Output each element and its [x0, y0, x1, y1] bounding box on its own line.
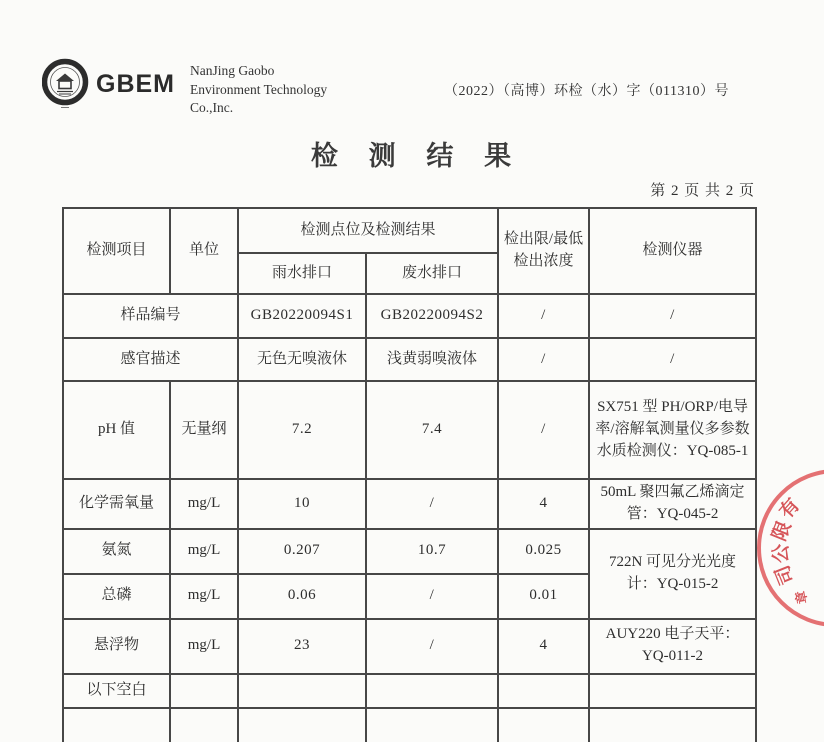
seal-char-zhang: 章 — [792, 589, 811, 606]
cell-ammonia-label: 氨氮 — [63, 529, 170, 574]
cell-suspended-label: 悬浮物 — [63, 619, 170, 674]
cell-phosphorus-limit: 0.01 — [498, 574, 589, 619]
cell-ph-label: pH 值 — [63, 381, 170, 479]
cell-ph-rain: 7.2 — [238, 381, 366, 479]
cell-sensory-limit: / — [498, 338, 589, 381]
col-header-points-results: 检测点位及检测结果 — [238, 208, 498, 253]
seal-char-you: 有 — [775, 494, 805, 523]
cell-cod-limit: 4 — [498, 479, 589, 529]
cell-ammonia-phosphorus-instrument: 722N 可见分光光度计：YQ-015-2 — [589, 529, 756, 619]
cell-sensory-rain: 无色无嗅液休 — [238, 338, 366, 381]
cell-sample-instrument: / — [589, 294, 756, 338]
table-row-empty — [63, 708, 756, 742]
cell-suspended-waste: / — [366, 619, 498, 674]
page-indicator: 第 2 页 共 2 页 — [650, 183, 755, 199]
cell-cod-label: 化学需氧量 — [63, 479, 170, 529]
cell-suspended-unit: mg/L — [170, 619, 238, 674]
table-row-sample-no — [63, 294, 756, 338]
company-name-line2: Environment Technology — [190, 81, 328, 97]
col-header-instrument: 检测仪器 — [589, 208, 756, 294]
cell-suspended-rain: 23 — [238, 619, 366, 674]
cell-ph-limit: / — [498, 381, 589, 479]
col-header-detection-limit: 检出限/最低检出浓度 — [498, 208, 589, 294]
cell-ammonia-limit: 0.025 — [498, 529, 589, 574]
cell-suspended-limit: 4 — [498, 619, 589, 674]
cell-ph-unit: 无量纲 — [170, 381, 238, 479]
cell-blank-limit — [498, 674, 589, 708]
cell-ammonia-waste: 10.7 — [366, 529, 498, 574]
cell-blank-label: 以下空白 — [63, 674, 170, 708]
cell-blank-rain — [238, 674, 366, 708]
cell-sample-limit: / — [498, 294, 589, 338]
cell-sample-waste: GB20220094S2 — [366, 294, 498, 338]
col-header-item: 检测项目 — [63, 208, 170, 294]
gbem-wordmark: GBEM — [96, 70, 175, 98]
col-header-unit: 单位 — [170, 208, 238, 294]
seal-char-si: 司 — [772, 562, 799, 588]
seal-char-xian: 限 — [769, 518, 796, 544]
cell-blank-waste — [366, 674, 498, 708]
cell-sensory-label: 感官描述 — [63, 338, 238, 381]
cell-sensory-waste: 浅黄弱嗅液体 — [366, 338, 498, 381]
report-number: （2022）（高博）环检（水）字（011310）号 — [444, 84, 729, 99]
cell-cod-rain: 10 — [238, 479, 366, 529]
table-row-ph — [63, 381, 756, 479]
cell-cod-waste: / — [366, 479, 498, 529]
col-header-waste-outlet: 废水排口 — [366, 253, 498, 294]
cell-phosphorus-waste: / — [366, 574, 498, 619]
cell-phosphorus-rain: 0.06 — [238, 574, 366, 619]
cell-ammonia-rain: 0.207 — [238, 529, 366, 574]
cell-phosphorus-unit: mg/L — [170, 574, 238, 619]
cell-ph-waste: 7.4 — [366, 381, 498, 479]
cell-sensory-instrument: / — [589, 338, 756, 381]
cell-ph-instrument: SX751 型 PH/ORP/电导率/溶解氧测量仪多参数水质检测仪：YQ-085-1 — [589, 381, 756, 479]
cell-ammonia-unit: mg/L — [170, 529, 238, 574]
table-header-row-1 — [63, 208, 756, 253]
col-header-rain-outlet: 雨水排口 — [238, 253, 366, 294]
cell-suspended-instrument: AUY220 电子天平：YQ-011-2 — [589, 619, 756, 674]
company-name-line1: NanJing Gaobo — [190, 63, 275, 78]
cell-cod-instrument: 50mL 聚四氟乙烯滴定管：YQ-045-2 — [589, 479, 756, 529]
cell-phosphorus-label: 总磷 — [63, 574, 170, 619]
table-row-sensory — [63, 338, 756, 381]
cell-cod-unit: mg/L — [170, 479, 238, 529]
table-row-suspended-solids — [63, 619, 756, 674]
seal-char-gong: 公 — [771, 543, 793, 564]
company-name-line3: Co.,Inc. — [190, 100, 234, 116]
cell-blank-unit — [170, 674, 238, 708]
table-row-blank-below — [63, 674, 756, 708]
cell-sample-label: 样品编号 — [63, 294, 238, 338]
cell-blank-instrument — [589, 674, 756, 708]
table-row-ammonia — [63, 529, 756, 574]
table-row-cod — [63, 479, 756, 529]
page-title: 检 测 结 果 — [310, 141, 514, 171]
company-name — [190, 62, 327, 118]
cell-sample-rain: GB20220094S1 — [238, 294, 366, 338]
results-table — [62, 207, 757, 742]
gbem-logo-icon — [42, 57, 90, 111]
